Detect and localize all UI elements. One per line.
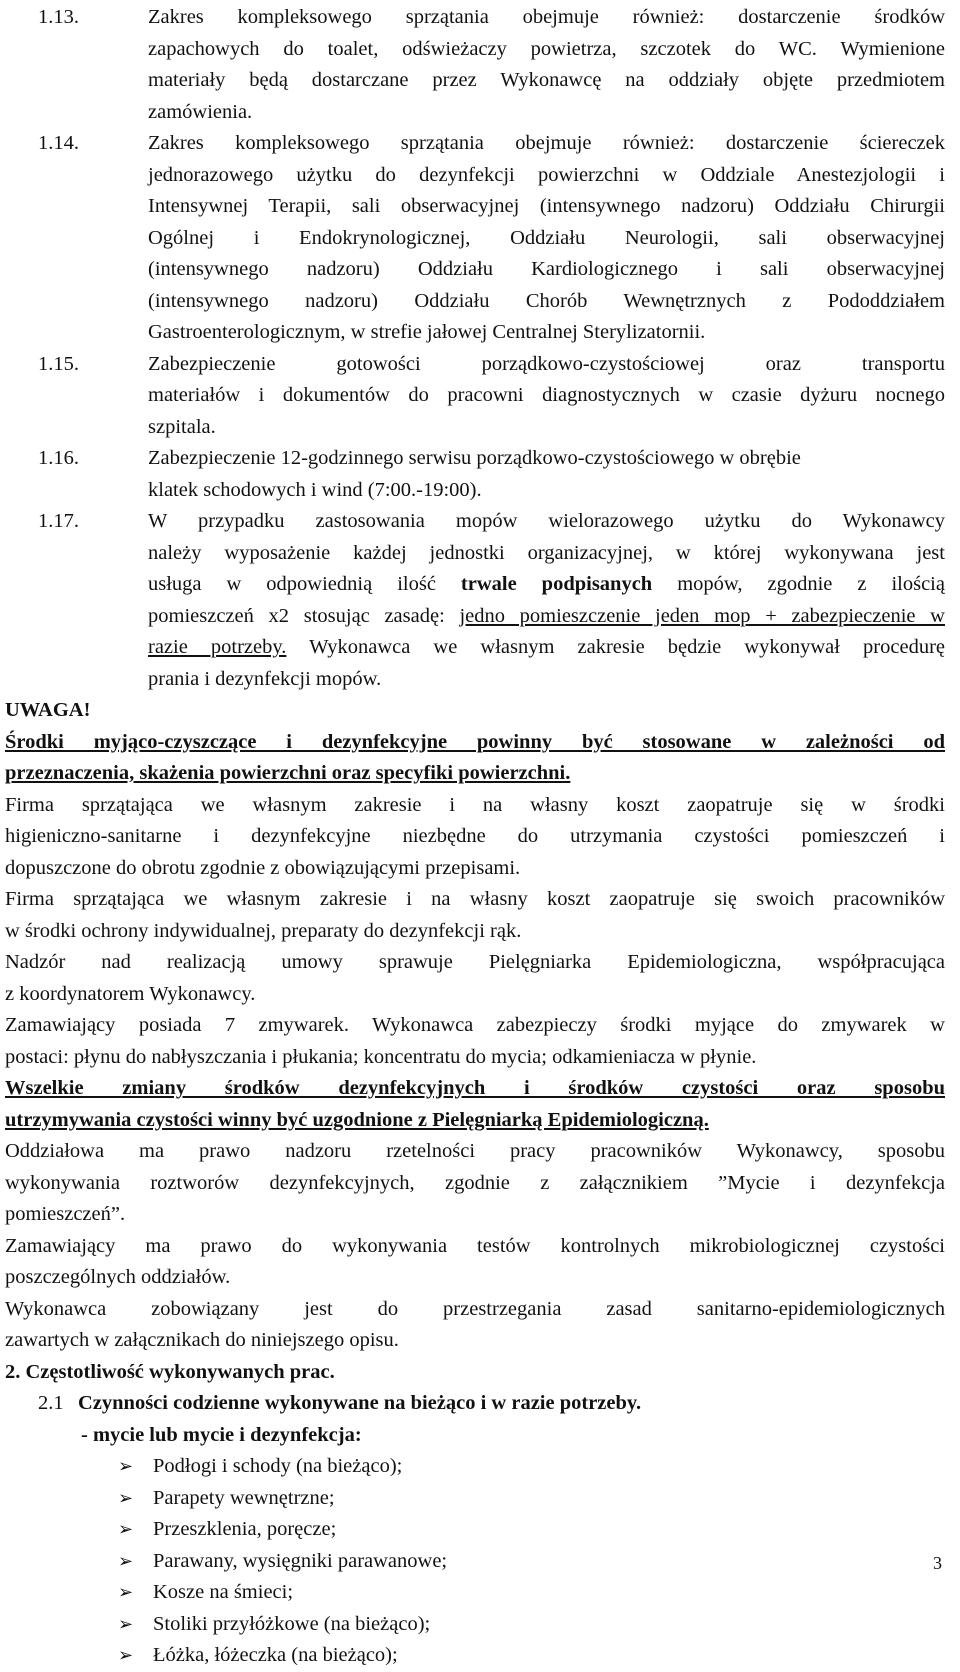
list-item-text: Kosze na śmieci; — [153, 1581, 294, 1603]
arrow-bullet-icon: ➢ — [118, 1613, 134, 1634]
text-line: przeznaczenia, skażenia powierzchni oraz specyfiki powierzchni. — [5, 762, 571, 784]
arrow-bullet-icon: ➢ — [118, 1582, 134, 1602]
list-item-text: Przeszklenia, poręcze; — [153, 1518, 337, 1540]
text-line: Zabezpieczenie gotowości porządkowo-czystościowej oraz transportu — [148, 352, 945, 375]
paragraph-dishwashers — [5, 1010, 945, 1073]
text-line: Wykonawca zobowiązany jest do przestrzegania zasad sanitarno-epidemiologicznych — [5, 1297, 945, 1320]
bullet-list — [5, 1451, 945, 1672]
list-item — [5, 1483, 945, 1515]
item-number: 1.14. — [38, 132, 79, 154]
text-line: utrzymywania czystości winny być uzgodnione z Pielęgniarką Epidemiologiczną. — [5, 1108, 709, 1131]
list-item — [5, 1640, 945, 1672]
list-item-text: Parawany, wysięgniki parawanowe; — [153, 1549, 448, 1572]
paragraph-supplies — [5, 790, 945, 885]
text-line: materiały będą dostarczane przez Wykonawcę na oddziały objęte przedmiotem — [148, 69, 945, 91]
underlined-text: razie potrzeby. — [148, 636, 287, 658]
paragraph-ward-supervision — [5, 1136, 945, 1231]
text-line: poszczególnych oddziałów. — [5, 1266, 231, 1288]
subheading-washing: - mycie lub mycie i dezynfekcja: — [81, 1423, 362, 1446]
arrow-bullet-icon: ➢ — [118, 1487, 134, 1508]
items-1-13-to-1-16 — [5, 2, 945, 506]
document-page — [5, 2, 945, 1672]
arrow-bullet-icon: ➢ — [118, 1645, 134, 1665]
item-number: 1.16. — [38, 447, 79, 469]
list-item — [5, 1577, 945, 1609]
text-line: pomieszczeń”. — [5, 1203, 126, 1225]
text-line: Oddziałowa ma prawo nadzoru rzetelności pracy pracowników Wykonawcy, sposobu — [5, 1140, 945, 1162]
text-line: Firma sprzątająca we własnym zakresie i na własny koszt zaopatruje się w środki — [5, 793, 945, 816]
section-title: Czynności codzienne wykonywane na bieżąco i w razie potrzeby. — [78, 1392, 642, 1414]
list-item — [5, 1609, 945, 1641]
text-line: należy wyposażenie każdej jednostki organizacyjnej, w której wykonywana jest — [148, 541, 945, 564]
text-line — [148, 632, 945, 664]
list-item-text: Łóżka, łóżeczka (na bieżąco); — [153, 1644, 398, 1666]
text-line: zamówienia. — [148, 100, 253, 123]
text-line: zapachowych do toalet, odświeżaczy powietrza, szczotek do WC. Wymienione — [148, 37, 945, 60]
text-line: dopuszczone do obrotu zgodnie z obowiązującymi przepisami. — [5, 856, 521, 879]
text-line: jednorazowego użytku do dezynfekcji powierzchni w Oddziale Anestezjologii i — [148, 163, 945, 186]
underlined-text: jedno pomieszczenie jeden mop + zabezpieczenie w — [459, 604, 945, 627]
text-line: Wszelkie zmiany środków dezynfekcyjnych i środków czystości oraz sposobu — [5, 1077, 945, 1099]
section-2-1-heading — [5, 1388, 945, 1420]
text-line — [148, 601, 945, 633]
text-line: Zakres kompleksowego sprzątania obejmuje również: dostarczenie ściereczek — [148, 132, 945, 154]
list-item-text: Stoliki przyłóżkowe (na bieżąco); — [153, 1612, 431, 1635]
arrow-bullet-icon: ➢ — [118, 1550, 134, 1571]
list-item — [5, 1546, 945, 1578]
item-number: 1.15. — [38, 352, 79, 375]
text-line: (intensywnego nadzoru) Oddziału Kardiologicznego i sali obserwacyjnej — [148, 258, 945, 280]
section-2-heading: 2. Częstotliwość wykonywanych prac. — [5, 1360, 335, 1383]
list-item-1-15 — [5, 349, 945, 444]
list-item-text: Podłogi i schody (na bieżąco); — [153, 1455, 403, 1477]
text-line: Intensywnej Terapii, sali obserwacyjnej (intensywnego nadzoru) Oddziału Chirurgii — [148, 195, 945, 217]
text-line: zawartych w załącznikach do niniejszego opisu. — [5, 1329, 399, 1351]
list-item-1-17 — [5, 506, 945, 695]
text-line: (intensywnego nadzoru) Oddziału Chorób Wewnętrznych z Pododdziałem — [148, 289, 945, 312]
list-item-text: Parapety wewnętrzne; — [153, 1486, 335, 1509]
paragraph-protection — [5, 884, 945, 947]
list-item-1-16 — [5, 443, 945, 506]
text-line: Nadzór nad realizacją umowy sprawuje Pielęgniarka Epidemiologiczna, współpracująca — [5, 951, 945, 973]
text-line: W przypadku zastosowania mopów wielorazowego użytku do Wykonawcy — [148, 510, 945, 532]
item-number: 1.13. — [38, 6, 79, 28]
arrow-bullet-icon: ➢ — [118, 1519, 134, 1539]
paragraph-tests — [5, 1231, 945, 1294]
text-line: Środki myjąco-czyszczące i dezynfekcyjne powinny być stosowane w zależności od — [5, 730, 945, 753]
text-line: z koordynatorem Wykonawcy. — [5, 982, 256, 1005]
text-line — [148, 569, 945, 601]
text-segment: Wykonawca we własnym zakresie będzie wykonywał procedurę — [286, 636, 945, 658]
bold-text: trwale podpisanych — [460, 573, 653, 595]
text-line: Ogólnej i Endokrynologicznej, Oddziału Neurologii, sali obserwacyjnej — [148, 226, 945, 249]
text-segment: usługa w odpowiednią ilość — [148, 573, 461, 595]
text-line: postaci: płynu do nabłyszczania i płukania; koncentratu do mycia; odkamieniacza w płynie. — [5, 1045, 757, 1068]
text-line: Zabezpieczenie 12-godzinnego serwisu porządkowo-czystościowego w obrębie — [148, 447, 801, 469]
text-line: higieniczno-sanitarne i dezynfekcyjne niezbędne do utrzymania czystości pomieszczeń i — [5, 825, 945, 847]
text-line: Gastroenterologicznym, w strefie jałowej Centralnej Sterylizatornii. — [148, 321, 706, 343]
text-line: w środki ochrony indywidualnej, preparaty do dezynfekcji rąk. — [5, 919, 522, 942]
paragraph-supervision — [5, 947, 945, 1010]
text-line: Zamawiający ma prawo do wykonywania testów kontrolnych mikrobiologicznej czystości — [5, 1234, 945, 1257]
text-line: klatek schodowych i wind (7:00.-19:00). — [148, 478, 482, 501]
list-item — [5, 1514, 945, 1546]
list-item-1-13 — [5, 2, 945, 128]
text-line: Zakres kompleksowego sprzątania obejmuje również: dostarczenie środków — [148, 6, 945, 28]
text-line: materiałów i dokumentów do pracowni diagnostycznych w czasie dyżuru nocnego — [148, 384, 945, 406]
warning-changes — [5, 1073, 945, 1136]
list-item — [5, 1451, 945, 1483]
item-number: 1.17. — [38, 510, 79, 532]
uwaga-heading: UWAGA! — [5, 699, 91, 721]
text-line: prania i dezynfekcji mopów. — [148, 667, 382, 690]
text-segment: mopów, zgodnie z ilością — [652, 573, 945, 595]
page-number: 3 — [933, 1552, 942, 1573]
paragraph-sanitary-rules — [5, 1294, 945, 1357]
section-number: 2.1 — [38, 1392, 64, 1414]
arrow-bullet-icon: ➢ — [118, 1456, 134, 1476]
list-item-1-14 — [5, 128, 945, 349]
text-line: szpitala. — [148, 415, 216, 438]
text-line: Zamawiający posiada 7 zmywarek. Wykonawca zabezpieczy środki myjące do zmywarek w — [5, 1014, 945, 1036]
warning-disinfectants — [5, 727, 945, 790]
text-line: Firma sprzątająca we własnym zakresie i na własny koszt zaopatruje się swoich pracowników — [5, 888, 945, 910]
text-line: wykonywania roztworów dezynfekcyjnych, zgodnie z załącznikiem ”Mycie i dezynfekcja — [5, 1171, 945, 1194]
text-segment: pomieszczeń x2 stosując zasadę: — [148, 604, 460, 627]
